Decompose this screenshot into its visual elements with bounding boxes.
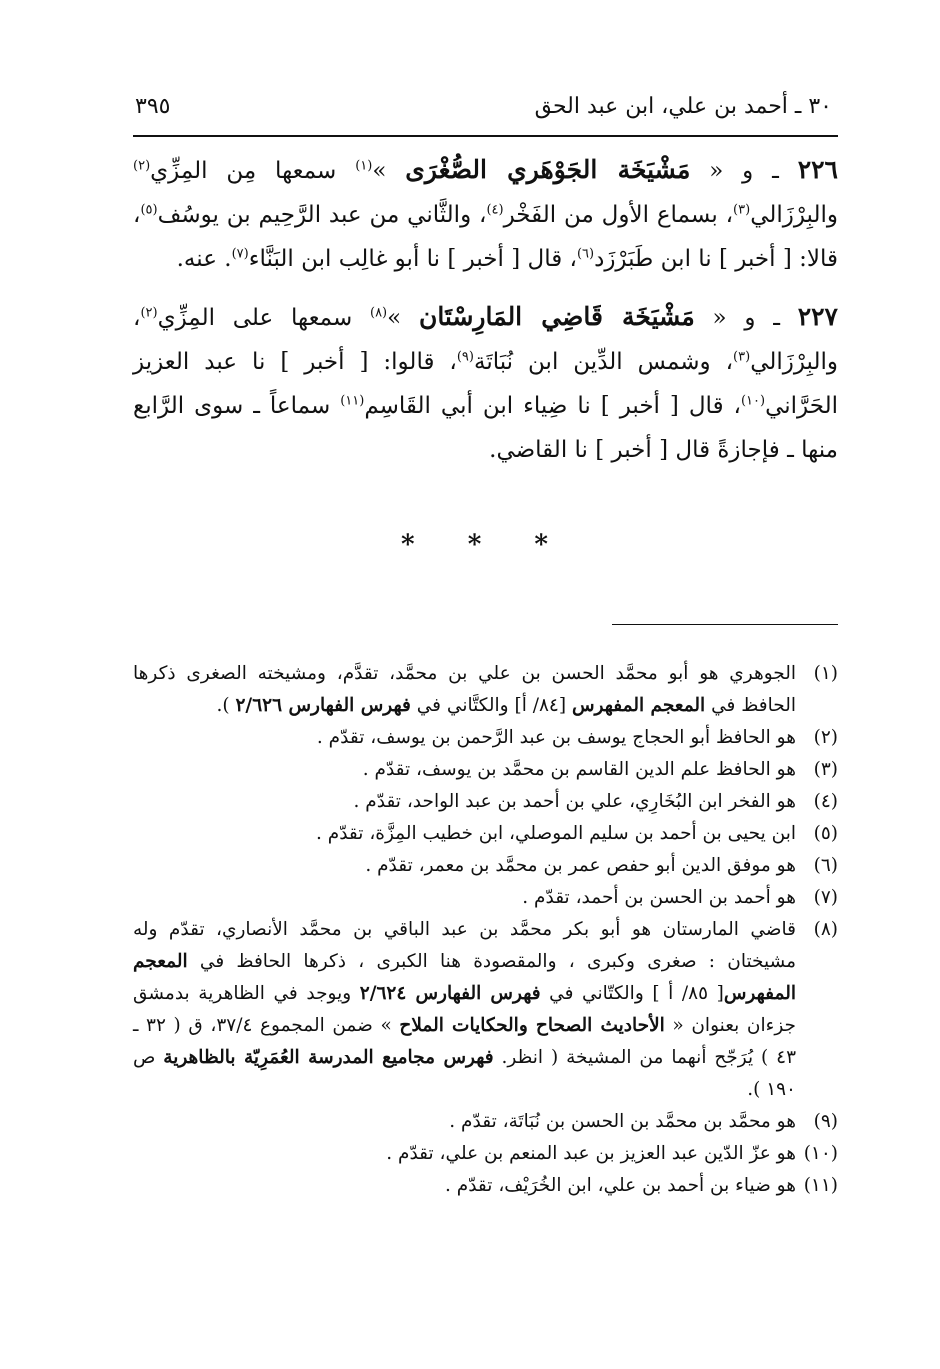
footnote-marker: (٦) — [813, 855, 838, 876]
main-text — [133, 148, 838, 486]
text-run: [٨٤/ أ] والكتَّاني في — [410, 695, 572, 716]
text-run: ). — [216, 695, 236, 716]
footnote-ref: (٢) — [140, 305, 158, 321]
footnote-9 — [133, 1106, 838, 1138]
footnote-marker: (٥) — [813, 823, 838, 844]
footnote-text — [133, 818, 796, 850]
footnote-text — [133, 1170, 796, 1202]
footnote-ref: (٧) — [231, 246, 249, 262]
footnote-ref: (١٠) — [740, 393, 766, 409]
bold-run: المعجم المفهرس — [571, 695, 706, 716]
footnote-text — [133, 754, 796, 786]
footnote-7 — [133, 882, 838, 914]
footnote-ref: (١١) — [340, 393, 365, 409]
footnote-ref: (٣) — [733, 202, 751, 218]
text-run: ـ و « — [690, 158, 798, 184]
text-run: ، بسماع الأول من الفَخْر — [503, 202, 734, 228]
text-run: ، والبِرْزَالي — [133, 305, 838, 375]
footnote-6 — [133, 850, 838, 882]
text-run: [ ٨٥/ أ ] والكتّاني في — [540, 983, 724, 1004]
footnotes — [133, 658, 838, 1202]
text-run: قاضي المارستان هو أبو بكر محمَّد بن عبد الباقي بن محمَّد الأنصاري، تقدّم وله مشيختان : صغرى وكبرى ، والمقصودة هنا الكبرى ، ذكرها الحافظ في — [133, 919, 796, 972]
text-run: ، قالوا: [ أخبر ] نا عبد العزيز الحَرَّاني — [133, 349, 838, 419]
bold-run: المعجم المفهرس — [133, 951, 796, 1004]
footnote-text — [133, 658, 796, 722]
text-run: سماعاً ـ سوى الرَّابع منها ـ فإجازةً قال [ أخبر ] نا القاضي. — [133, 393, 838, 463]
text-run: هو الحافظ علم الدين القاسم بن محمَّد بن يوسف، تقدّم . — [362, 759, 796, 780]
page-number: ٣٩٥ — [135, 94, 171, 119]
section-separator: * * * — [401, 530, 570, 560]
text-run: هو عزّ الدّين عبد العزيز بن عبد المنعم بن علي، تقدّم . — [386, 1143, 796, 1164]
entry-226 — [133, 148, 838, 281]
text-run: ، وشمس الدِّين ابن نُبَاتَة — [473, 349, 734, 375]
footnote-4 — [133, 786, 838, 818]
footnote-marker: (٣) — [813, 759, 838, 780]
bold-run: فهرس الفهارس ٢/٦٢٤ — [359, 983, 541, 1004]
text-run: هو الحافظ أبو الحجاج يوسف بن عبد الرَّحمن بن يوسف، تقدّم . — [316, 727, 796, 748]
text-run: ، قال [ أخبر ] نا أبو غالِب ابن البَنَّاء — [248, 246, 577, 272]
text-run: سمعها مِن المِزِّي — [150, 158, 356, 184]
text-run: سمعها على المِزِّي — [157, 305, 370, 331]
text-run: هو موفق الدين أبو حفص عمر بن محمَّد بن معمر، تقدّم . — [365, 855, 796, 876]
footnote-8 — [133, 914, 838, 1106]
footnote-marker: (٤) — [813, 791, 838, 812]
text-run: » — [387, 305, 419, 331]
footnote-ref: (٩) — [456, 349, 474, 365]
footnote-marker: (٧) — [813, 887, 838, 908]
footnote-1 — [133, 658, 838, 722]
text-run: ، قالا: [ أخبر ] نا ابن طَبَرْزَد — [133, 202, 838, 272]
footnote-ref: (٢) — [133, 158, 151, 174]
text-run: هو محمَّد بن محمَّد بن الحسن بن نُبَاتَة، تقدّم . — [449, 1111, 796, 1132]
footnote-rule — [612, 624, 838, 625]
footnote-text — [133, 722, 796, 754]
entry-title: مَشْيَخَة قَاضِي المَارِسْتَان — [418, 302, 695, 331]
text-run: هو ضياء بن أحمد بن علي، ابن الخُرَيْف، تقدّم . — [445, 1175, 796, 1196]
footnote-ref: (١) — [355, 158, 373, 174]
footnote-text — [133, 850, 796, 882]
text-run: ابن يحيى بن أحمد بن سليم الموصلي، ابن خطيب المِزَّة، تقدّم . — [316, 823, 796, 844]
header-rule — [133, 135, 838, 137]
footnote-ref: (٨) — [369, 305, 388, 321]
footnote-ref: (٦) — [576, 246, 595, 262]
bold-run: الأحاديث الصحاح والحكايات الملاح — [399, 1015, 665, 1036]
footnote-ref: (٣) — [733, 349, 751, 365]
footnote-marker: (١٠) — [803, 1143, 838, 1164]
footnote-5 — [133, 818, 838, 850]
text-run: ، والثَّاني من عبد الرَّحِيم بن يوسُف — [157, 202, 487, 228]
bold-run: فهرس الفهارس ٢/٦٢٦ — [235, 695, 411, 716]
running-header-title: ٣٠ ـ أحمد بن علي، ابن عبد الحق — [534, 94, 832, 119]
text-run: هو الفخر ابن البُخَارِي، علي بن أحمد بن عبد الواحد، تقدّم . — [353, 791, 796, 812]
entry-227 — [133, 295, 838, 472]
footnote-text — [133, 1138, 796, 1170]
entry-number: ٢٢٦ — [797, 155, 838, 184]
text-run: ويوجد في الظاهرية بدمشق جزءان بعنوان « — [133, 983, 796, 1036]
footnote-ref: (٤) — [486, 202, 504, 218]
footnote-2 — [133, 722, 838, 754]
footnote-marker: (٨) — [813, 919, 838, 940]
bold-run: فهرس مجاميع المدرسة العُمَرِيّة بالظاهرية — [163, 1047, 494, 1068]
text-run: ص ١٩٠ ). — [133, 1047, 796, 1100]
footnote-3 — [133, 754, 838, 786]
footnote-text — [133, 882, 796, 914]
text-run: . عنه. — [176, 246, 232, 272]
text-run: ، قال [ أخبر ] نا ضِياء ابن أبي القَاسِم — [364, 393, 741, 419]
text-run: » ضمن المجموع ٣٧/٤، ق ( ٣٢ ـ ٤٣ ) يُرَجّح أنهما من المشيخة ( انظر. — [133, 1015, 797, 1068]
text-run: هو أحمد بن الحسن بن أحمد، تقدّم . — [522, 887, 796, 908]
footnote-marker: (٢) — [813, 727, 838, 748]
entry-number: ٢٢٧ — [797, 302, 838, 331]
text-run: والبِرْزَالي — [750, 202, 838, 228]
footnote-marker: (١) — [813, 663, 838, 684]
text-run: » — [372, 158, 406, 184]
footnote-ref: (٥) — [140, 202, 158, 218]
footnote-marker: (٩) — [813, 1111, 838, 1132]
entry-title: مَشْيَخَة الجَوْهَري الصُّغْرَى — [405, 155, 691, 184]
text-run: الجوهري هو أبو محمَّد الحسن بن علي بن محمَّد، تقدَّم، ومشيخته الصغرى ذكرها الحافظ في — [133, 663, 796, 716]
footnote-10 — [133, 1138, 838, 1170]
footnote-text — [133, 914, 796, 1106]
footnote-marker: (١١) — [803, 1175, 838, 1196]
footnote-text — [133, 1106, 796, 1138]
footnote-11 — [133, 1170, 838, 1202]
footnote-text — [133, 786, 796, 818]
text-run: ـ و « — [694, 305, 798, 331]
